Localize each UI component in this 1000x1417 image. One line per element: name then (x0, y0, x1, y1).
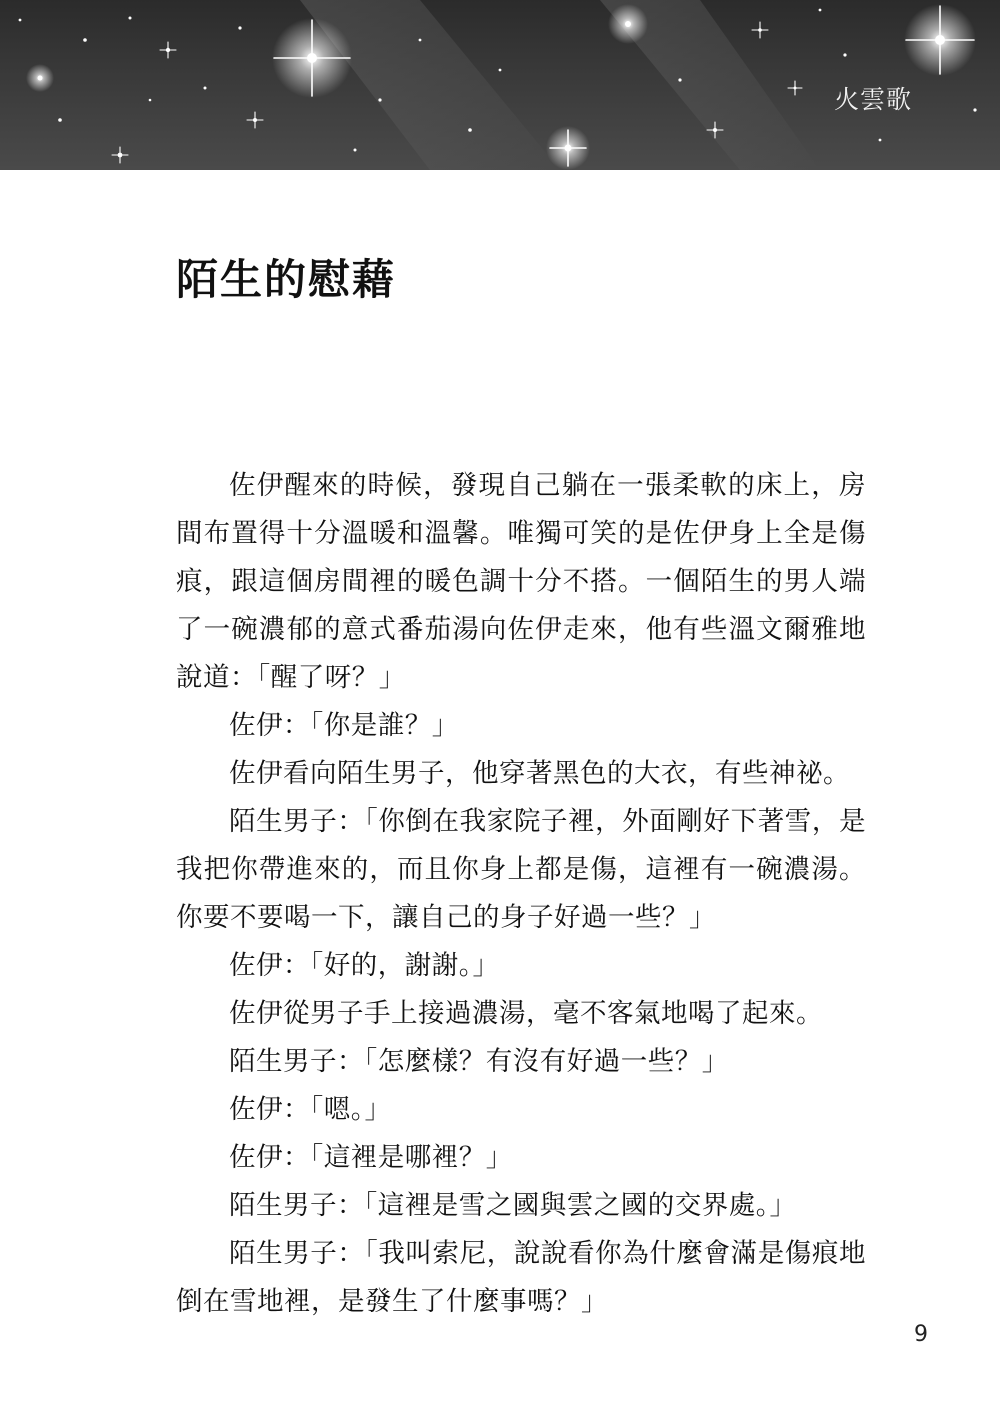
paragraph: 佐伊看向陌生男子，他穿著黑色的大衣，有些神祕。 (229, 758, 850, 789)
paragraph: 陌生男子：「你倒在我家院子裡，外面剛好下著雪，是我把你帶進來的，而且你身上都是傷，這裡有一碗濃湯。你要不要喝一下，讓自己的身子好過一些？」 (176, 806, 866, 933)
paragraph: 佐伊從男子手上接過濃湯，毫不客氣地喝了起來。 (229, 998, 823, 1029)
book-title: 火雲歌 (833, 85, 912, 114)
header-banner (0, 0, 1000, 170)
paragraph: 佐伊：「好的，謝謝。」 (229, 950, 500, 981)
chapter-body (176, 462, 866, 1326)
page-number: 9 (914, 1322, 928, 1347)
paragraph: 陌生男子：「怎麼樣？有沒有好過一些？」 (229, 1046, 729, 1077)
paragraph: 佐伊醒來的時候，發現自己躺在一張柔軟的床上，房間布置得十分溫暖和溫馨。唯獨可笑的是佐伊身上全是傷痕，跟這個房間裡的暖色調十分不搭。一個陌生的男人端了一碗濃郁的意式番茄湯向佐伊走來，他有些溫文爾雅地說道：「醒了呀？」 (176, 470, 866, 693)
paragraph: 陌生男子：「這裡是雪之國與雲之國的交界處。」 (229, 1190, 797, 1221)
chapter-title: 陌生的慰藉 (176, 255, 397, 304)
paragraph: 佐伊：「你是誰？」 (229, 710, 459, 741)
paragraph: 陌生男子：「我叫索尼，說說看你為什麼會滿是傷痕地倒在雪地裡，是發生了什麼事嗎？」 (176, 1238, 866, 1317)
paragraph: 佐伊：「嗯。」 (229, 1094, 392, 1125)
paragraph: 佐伊：「這裡是哪裡？」 (229, 1142, 513, 1173)
